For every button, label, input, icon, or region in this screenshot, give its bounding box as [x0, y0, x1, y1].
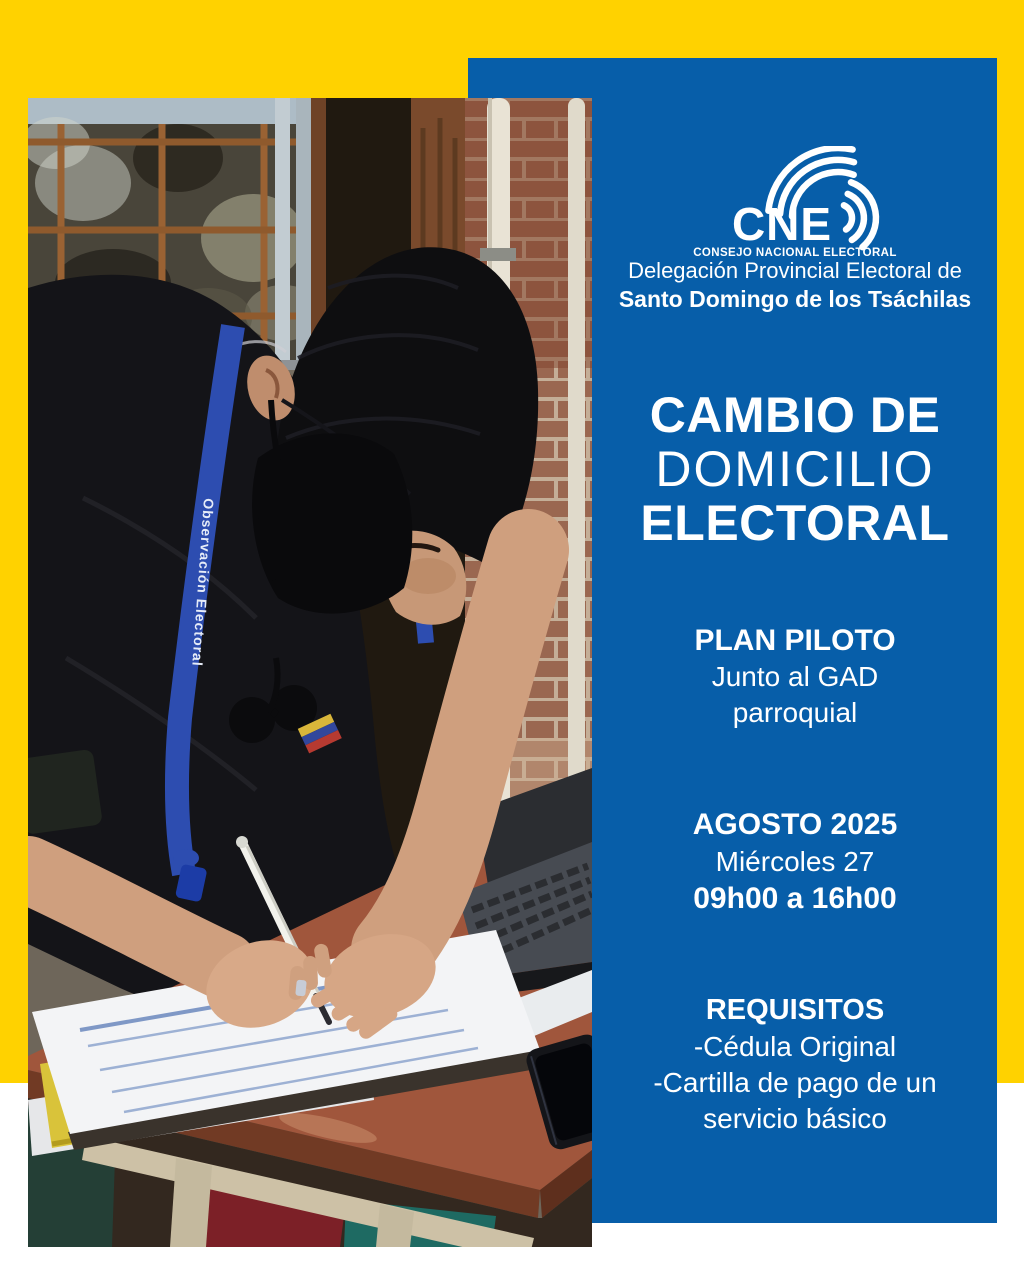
cne-logo-acronym: CNE — [731, 198, 833, 250]
delegation-line-2: Santo Domingo de los Tsáchilas — [618, 286, 972, 312]
requirements-item: servicio básico — [703, 1103, 887, 1134]
cne-logo-graphic — [670, 146, 920, 258]
schedule-hours: 09h00 a 16h00 — [693, 882, 897, 915]
photo-face-mask — [252, 433, 412, 613]
requirements-item: -Cartilla de pago de un — [653, 1067, 937, 1098]
schedule-day: Miércoles 27 — [715, 846, 875, 877]
title-line-1: CAMBIO DE — [649, 387, 941, 443]
schedule-month: AGOSTO 2025 — [692, 808, 898, 841]
photo-registration-signing — [28, 98, 592, 1247]
requirements-block — [593, 992, 997, 1137]
photo-illustration — [28, 98, 592, 1247]
pilot-plan-line-2: parroquial — [732, 697, 858, 728]
schedule-block — [593, 806, 997, 917]
requirements-item: -Cédula Original — [693, 1031, 897, 1062]
cne-logo — [593, 146, 997, 263]
title-line-2: DOMICILIO — [655, 441, 935, 497]
requirements-heading: REQUISITOS — [705, 994, 885, 1026]
photo-ring — [295, 980, 307, 997]
photo-pipe — [568, 98, 585, 788]
pilot-plan-heading: PLAN PILOTO — [694, 624, 896, 657]
panel-content — [593, 0, 997, 1280]
poster-title — [593, 388, 997, 550]
pilot-plan-block — [593, 622, 997, 731]
delegation-block — [593, 256, 997, 314]
title-line-3: ELECTORAL — [640, 495, 950, 551]
pilot-plan-line-1: Junto al GAD — [711, 661, 879, 692]
cne-logo-caption: CONSEJO NACIONAL ELECTORAL — [693, 247, 897, 258]
delegation-line-1: Delegación Provincial Electoral de — [628, 258, 962, 283]
lanyard-text: Observación Electoral — [189, 497, 217, 668]
